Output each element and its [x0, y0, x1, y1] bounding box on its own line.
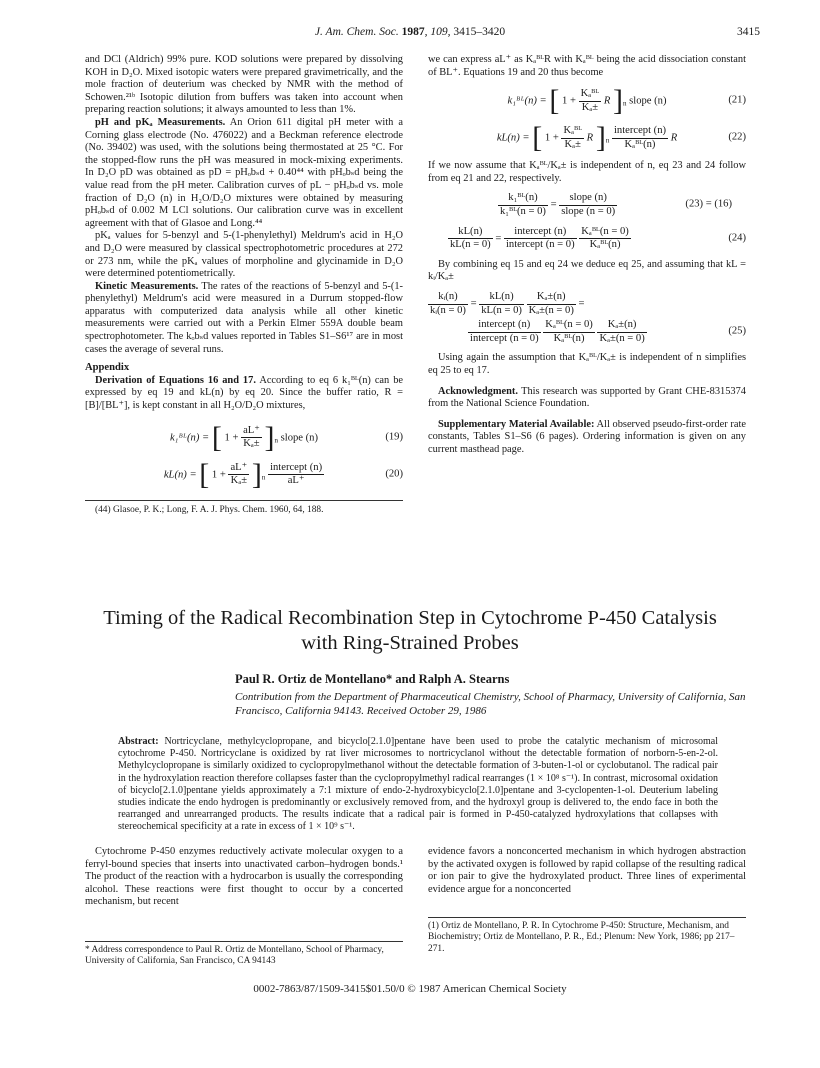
page-number: 3415	[737, 26, 760, 38]
eq-fraction: $\frac{\text{Kₐᴮᴸ}}{\text{Kₐ±}}$	[563, 125, 583, 150]
equation-22: kL(n) = [ 1 + $\frac{\text{Kₐᴮᴸ}}{\text{Kₐ±}}$ R ]$_n$ $\frac{\text{intercept (n)}}{\text{Kₐᴮᴸ(n)}}$ R (22)	[496, 121, 746, 155]
eq-fraction: $\frac{\text{Kₐ±(n)}}{\text{Kₐ±(n = 0)}}$	[528, 290, 574, 316]
eq-fraction: $\frac{\text{Kₐᴮᴸ}}{\text{Kₐ±}}$	[580, 88, 600, 113]
equation-number: (22)	[728, 131, 746, 143]
correspondence-footnote: * Address correspondence to Paul R. Ortiz de Montellano, School of Pharmacy, University of California, San Francisco, CA 94143	[85, 941, 403, 968]
paragraph: Cytochrome P-450 enzymes reductively activate molecular oxygen to a ferryl-bound species that inserts into unactivated carbon–hydrogen bonds.¹ The product of the reaction with a hydrocarbon is usually the corresponding alcohol. These reactions were first thought to occur by a concerted mechanism, but recent	[85, 846, 403, 908]
paragraph	[85, 375, 403, 413]
paragraph: we can express aL⁺ as KₐᴮᴸR with Kₐᴮᴸ being the acid dissociation constant of BL⁺. Equations 19 and 20 thus become	[428, 54, 746, 78]
eq-fraction: $\frac{\text{kᵢ(n)}}{\text{kᵢ(n = 0)}}$	[430, 290, 466, 316]
appendix-heading: Appendix	[85, 362, 130, 374]
eq-fraction: $\frac{\text{slope (n)}}{\text{slope (n = 0)}}$	[561, 192, 616, 217]
eq-fraction: $\frac{\text{intercept (n)}}{\text{Kₐᴮᴸ(n)}}$	[613, 125, 667, 150]
paragraph	[85, 281, 403, 357]
paragraph-text: All observed pseudo-first-order rate constants, Tables S1–S6 (6 pages). Ordering information is given on any current masthead page.	[428, 418, 746, 455]
journal-year: 1987	[401, 26, 425, 38]
journal-citation: J. Am. Chem. Soc. 1987, 109, 3415–3420	[314, 26, 506, 38]
abstract-text: Nortricyclane, methylcyclopropane, and bicyclo[2.1.0]pentane have been used to probe the catalytic mechanism of microsomal cytochrome P-450. Nortricyclane is oxidized by rat liver microsomes to nortricyclanol without the detectable formation of norborn-5-en-2-ol. Methylcyclopropane is similarly oxidized to cyclopropylmethanol without the detectable formation of 3-buten-1-ol or cyclobutanol. The radical pair in the hydroxylation reaction therefore collapses faster than the cyclopropylmethyl radical rearranges (1 × 10⁸ s⁻¹). In contrast, microsomal oxidation of bicyclo[2.1.0]pentane yields approximately a 7:1 mixture of endo-2-hydroxybicyclo[2.1.0]pentane and 3-cyclopenten-1-ol. Deuterium labeling studies indicate the endo hydrogen is predominantly or exclusively removed from, and the hydroxyl group is delivered to, the endo face in both the rearranged and unrearranged products. The results indicate that a radical pair is formed in P-450-catalyzed hydroxylations that collapses with stereochemical specificity at a rate in excess of 1 × 10⁹ s⁻¹.	[118, 736, 719, 833]
eq-lhs: kL(n) =	[163, 469, 197, 481]
eq-fraction: $\frac{\text{k₁ᴮᴸ(n)}}{\text{k₁ᴮᴸ(n = 0)}}$	[500, 192, 546, 217]
abstract-label: Abstract:	[118, 736, 159, 747]
section-heading: Acknowledgment.	[438, 385, 518, 397]
eq-fraction: $\frac{\text{intercept (n)}}{\text{intercept (n = 0)}}$	[470, 319, 539, 344]
eq-fraction: $\frac{\text{Kₐᴮᴸ(n = 0)}}{\text{Kₐᴮᴸ(n)}}$	[545, 319, 593, 344]
equation-number: (24)	[728, 232, 746, 244]
equation-number: (19)	[385, 431, 403, 443]
eq-rhs: slope (n)	[629, 95, 667, 107]
equation-24: $\frac{kL(n)}{kL(n = 0)}$ = $\frac{\text{intercept (n)}}{\text{intercept (n = 0)}}$ $\frac{\text{Kₐᴮᴸ(n = 0)}}{\text{Kₐᴮᴸ(n)}}$ (24)	[450, 225, 746, 251]
equation-25-continued	[428, 319, 746, 345]
journal-name: J. Am. Chem. Soc.	[314, 26, 399, 38]
left-column	[85, 54, 403, 516]
paragraph-text: An Orion 611 digital pH meter with a Corning glass electrode (No. 476022) and a Beckman reference electrode (No. 39402) was used, with the solutions being thermostated at 25 °C. For the stopped-flow runs the pH was measured in mock-mixing experiments. In D₂O pD was obtained as pD = pHₒbₛd + 0.40⁴⁴ with pHₒbₛd being the value read from the pH meter. Calibration curves of pL − pHₒbₛd vs. mole fraction of D₂O (n) in H₂O/D₂O mixtures were obtained by measuring pHₒbₛd of 0.002 M LCl solutions. Our calibration curve was in excellent agreement with that of Glasoe and Long.⁴⁴	[85, 116, 404, 229]
eq-fraction: $\frac{kL(n)}{kL(n = 0)}$	[481, 290, 522, 316]
eq-lhs: kL(n) =	[496, 132, 530, 144]
section-heading: Supplementary Material Available:	[438, 418, 595, 430]
section-heading: pH and pKₐ Measurements.	[95, 116, 226, 128]
paragraph	[428, 386, 746, 411]
body-right-column	[428, 846, 746, 896]
eq-lhs: k₁ᴮᴸ(n) =	[169, 432, 210, 444]
paragraph	[85, 117, 403, 230]
paragraph: If we now assume that Kₐᴮᴸ/Kₐ± is independent of n, eq 23 and 24 follow from eq 21 and 22, respectively.	[428, 160, 746, 184]
eq-lhs: k₁ᴮᴸ(n) =	[507, 95, 547, 107]
equation-20: kL(n) = [ 1 + $\frac{aL^+}{\text{Kₐ±}}$ ]$_n$ $\frac{\text{intercept (n)}}{aL^+}$ (20)	[163, 457, 403, 491]
equation-number: (20)	[385, 468, 403, 480]
abstract	[118, 736, 718, 834]
equation-number: (25)	[728, 325, 746, 337]
article-title: Timing of the Radical Recombination Step in Cytochrome P-450 Catalysis with Ring-Strained Probes	[103, 607, 717, 654]
paragraph	[428, 419, 746, 457]
eq-fraction: $\frac{\text{intercept (n)}}{aL^+}$	[270, 461, 323, 487]
paragraph-text: This research was supported by Grant CHE-8315374 from the National Science Foundation.	[428, 385, 746, 410]
paragraph: By combining eq 15 and eq 24 we deduce eq 25, and assuming that kL = kᵢ/Kₐ±	[428, 258, 746, 283]
section-heading: Kinetic Measurements.	[95, 280, 199, 292]
body-left-column	[85, 846, 403, 909]
section-heading: Derivation of Equations 16 and 17.	[95, 374, 256, 386]
eq-fraction: $\frac{\text{intercept (n)}}{\text{intercept (n = 0)}}$	[505, 225, 575, 251]
equation-19: k₁ᴮᴸ(n) = [ 1 + $\frac{aL^+}{\text{Kₐ±}}$ ]$_n$ slope (n) (19)	[169, 420, 403, 454]
copyright-line: 0002-7863/87/1509-3415$01.50/0 © 1987 American Chemical Society	[253, 983, 567, 995]
paragraph: pKₐ values for 5-benzyl and 5-(1-phenylethyl) Meldrum's acid in H₂O and D₂O were measured by classical spectrophotometric procedures at 272 or 273 nm, while the pKₐ values of morpholine and glycinamide in D₂O were determined potentiometrically.	[85, 230, 403, 280]
paragraph: Using again the assumption that Kₐᴮᴸ/Kₐ± is independent of n simplifies eq 25 to eq 17.	[428, 352, 746, 376]
eq-rhs: slope (n)	[280, 432, 319, 444]
eq-fraction: $\frac{\text{Kₐ±(n)}}{\text{Kₐ±(n = 0)}}$	[599, 319, 645, 344]
article-authors: Paul R. Ortiz de Montellano* and Ralph A. Stearns	[235, 672, 510, 686]
footnote-44: (44) Glasoe, P. K.; Long, F. A. J. Phys. Chem. 1960, 64, 188.	[95, 504, 324, 515]
paragraph: evidence favors a nonconcerted mechanism in which hydrogen abstraction by the activated oxygen is followed by rapid collapse of the resulting radical or ion pair to give the hydroxylated product. Three lines of experimental evidence argue for a nonconcerted	[428, 846, 746, 895]
paragraph-text: The rates of the reactions of 5-benzyl and 5-(1-phenylethyl) Meldrum's acid were measured in a Durrum stopped-flow apparatus with computerized data analysis while all other kinetic measurements were carried out with a Perkin Elmer 559A double beam spectrophotometer. The kₒbₛd values reported in Tables S1–S6¹⁷ are in most cases the average of several runs.	[85, 280, 404, 355]
equation-23: $\frac{\text{k₁ᴮᴸ(n)}}{\text{k₁ᴮᴸ(n = 0)}}$ = $\frac{\text{slope (n)}}{\text{slope (n = 0)}}$ (23) = (16)	[500, 192, 732, 217]
eq-fraction: $\frac{aL^+}{\text{Kₐ±}}$	[243, 424, 260, 450]
journal-volume: 109	[430, 26, 448, 38]
eq-fraction: $\frac{kL(n)}{kL(n = 0)}$	[450, 225, 491, 251]
equation-21: k₁ᴮᴸ(n) = [ 1 + $\frac{\text{Kₐᴮᴸ}}{\text{Kₐ±}}$ R ]$_n$ slope (n) (21)	[507, 84, 746, 118]
footnote-rule	[85, 500, 403, 501]
equation-number: (23) = (16)	[685, 199, 732, 211]
paragraph-text: According to eq 6 k₁ᴮᴸ(n) can be expressed by eq 19 and kL(n) by eq 20. Since the buffer ratio, R = [B]/[BL⁺], is kept constant in all H₂O/D₂O mixtures,	[85, 374, 403, 412]
footnote-1: (1) Ortiz de Montellano, P. R. In Cytochrome P-450: Structure, Mechanism, and Biochemistry; Ortiz de Montellano, P. R., Ed.; Plenum: New York, 1986; pp 217–271.	[428, 917, 746, 955]
right-column	[428, 54, 746, 456]
journal-pages: 3415–3420	[453, 26, 506, 38]
equation-number: (21)	[728, 94, 746, 106]
article-affiliation: Contribution from the Department of Pharmaceutical Chemistry, School of Pharmacy, University of California, San Francisco, California 94143. Received October 29, 1986	[235, 691, 746, 717]
eq-fraction: $\frac{aL^+}{\text{Kₐ±}}$	[230, 461, 248, 487]
paragraph: and DCl (Aldrich) 99% pure. KOD solutions were prepared by dissolving KOH in D₂O. Mixed isotopic waters were prepared gravimetrically, and the mole fraction of deuterium was checked by NMR with the method of Schowen.²¹ᵇ Isotopic dilution from buffers was taken into account when preparing reaction solutions; it always amounted to less than 1%.	[85, 54, 403, 116]
eq-fraction: $\frac{\text{Kₐᴮᴸ(n = 0)}}{\text{Kₐᴮᴸ(n)}}$	[581, 225, 629, 251]
equation-25: $\frac{\text{kᵢ(n)}}{\text{kᵢ(n = 0)}}$ = $\frac{kL(n)}{kL(n = 0)}$ $\frac{\text{Kₐ±(n)}}{\text{Kₐ±(n = 0)}}$ =	[430, 290, 585, 316]
